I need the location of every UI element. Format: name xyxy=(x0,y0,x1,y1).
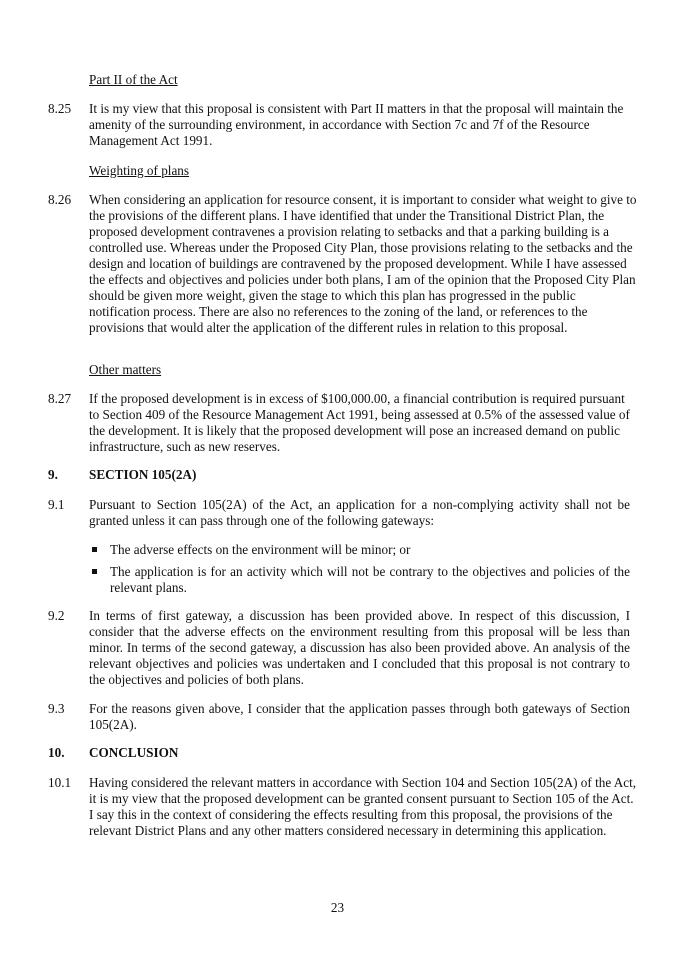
paragraph-text: It is my view that this proposal is consistent with Part II matters in that the proposal will maintain the amenity of the surrounding environment, in accordance with Section 7c and 7f of the Resource Management Act 1991. xyxy=(89,101,624,148)
heading-part-ii: Part II of the Act xyxy=(89,72,178,87)
paragraph-text: For the reasons given above, I consider that the application passes through both gateways of Section 105(2A). xyxy=(89,701,630,732)
paragraph-number: 9.2 xyxy=(48,608,65,623)
section-number: 10. xyxy=(48,745,65,760)
heading-other-matters: Other matters xyxy=(89,362,162,377)
paragraph-number: 8.25 xyxy=(48,101,72,116)
paragraph-number: 8.27 xyxy=(48,391,72,406)
section-title: CONCLUSION xyxy=(89,745,179,760)
paragraph-text: Having considered the relevant matters in accordance with Section 104 and Section 105(2A) of the Act, it is my view that the proposed development can be granted consent pursuant to Section 105 of the Act. I say this in the context of considering the effects resulting from this proposal, the provisions of the relevant District Plans and any other matters considered necessary in determining this application. xyxy=(89,775,637,838)
section-number: 9. xyxy=(48,467,58,482)
paragraph-text: When considering an application for resource consent, it is important to consider what weight to give to the provisions of the different plans. I have identified that under the Transitional District Plan, the proposed development contravenes a provision relating to setbacks and that a parking building is a controlled use. Whereas under the Proposed City Plan, those provisions relating to the setbacks and the design and location of buildings are contravened by the proposed development. While I have assessed the effects and objectives and policies under both plans, I am of the opinion that the Proposed City Plan should be given more weight, given the stage to which this plan has progressed in the public notification process. There are also no references to the zoning of the land, or references to the provisions that would alter the application of the different rules in relation to this proposal. xyxy=(89,192,637,335)
paragraph-number: 10.1 xyxy=(48,775,72,790)
paragraph-number: 9.3 xyxy=(48,701,65,716)
square-bullet-icon xyxy=(92,547,97,552)
page-number: 23 xyxy=(330,900,345,915)
paragraph-text: If the proposed development is in excess of $100,000.00, a financial contribution is required pursuant to Section 409 of the Resource Management Act 1991, being assessed at 0.5% of the assessed value of the development. It is likely that the proposed development will pose an increased demand on public infrastructure, such as new reserves. xyxy=(89,391,630,454)
paragraph-number: 9.1 xyxy=(48,497,65,512)
paragraph-text: Pursuant to Section 105(2A) of the Act, an application for a non-complying activity shall not be granted unless it can pass through one of the following gateways: xyxy=(89,497,630,528)
bullet-text: The adverse effects on the environment will be minor; or xyxy=(110,542,411,557)
paragraph-text: In terms of first gateway, a discussion has been provided above. In respect of this discussion, I consider that the adverse effects on the environment resulting from this proposal will be less than minor. In terms of the second gateway, a discussion has also been provided above. An analysis of the relevant objectives and policies was undertaken and I concluded that this proposal is not contrary to the objectives and policies of both plans. xyxy=(89,608,630,687)
paragraph-number: 8.26 xyxy=(48,192,72,207)
square-bullet-icon xyxy=(92,569,97,574)
heading-weighting-of-plans: Weighting of plans xyxy=(89,163,190,178)
bullet-text: The application is for an activity which will not be contrary to the objectives and policies of the relevant plans. xyxy=(110,564,630,595)
section-title: SECTION 105(2A) xyxy=(89,467,197,482)
